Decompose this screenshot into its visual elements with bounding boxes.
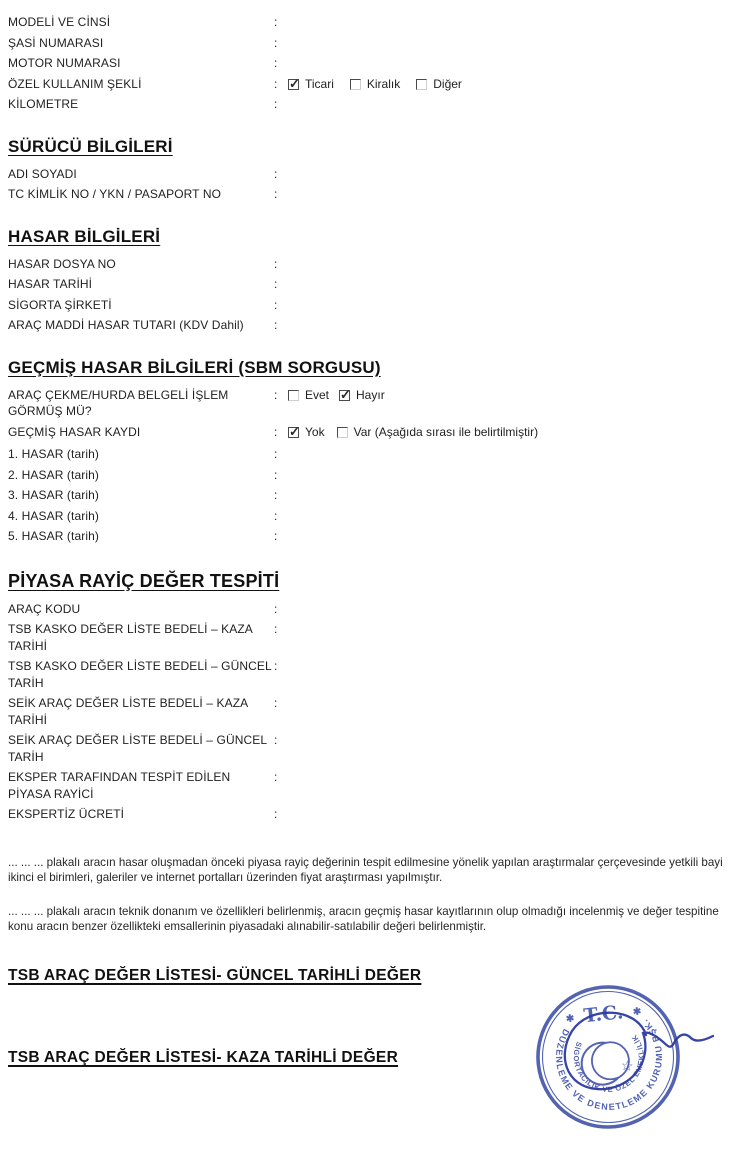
checkbox-label-evet: Evet (305, 387, 330, 402)
checkbox-hayir[interactable] (339, 390, 350, 401)
heading-tsb-list-kaza: TSB ARAÇ DEĞER LİSTESİ- KAZA TARİHLİ DEĞER (8, 1048, 399, 1066)
section-heading-market-value: PİYASA RAYİÇ DEĞER TESPİTİ (8, 570, 280, 591)
colon-separator: : (274, 56, 278, 70)
stamp-outer-ring-text: DÜZENLEME VE DENETLEME KURUMU BŞK. (553, 1016, 665, 1113)
checkbox-label-diger: Diğer (433, 76, 462, 91)
field-label: KİLOMETRE (8, 97, 79, 111)
checkbox-ticari[interactable] (288, 79, 299, 90)
colon-separator: : (274, 659, 278, 673)
form-row-kilometre (8, 96, 742, 113)
form-row-tsb-guncel (8, 658, 742, 691)
field-label: MOTOR NUMARASI (8, 56, 121, 70)
checkbox-kiralik[interactable] (350, 79, 361, 90)
form-row-hasar-2 (8, 467, 742, 484)
scrap-record-options (288, 387, 742, 404)
crescent-star-icon: ☆ (620, 1056, 635, 1075)
form-row-hasar-1 (8, 446, 742, 463)
section-heading-driver: SÜRÜCÜ BİLGİLERİ (8, 136, 173, 156)
form-row-damage-date (8, 276, 742, 293)
option-var (337, 424, 539, 441)
form-row-engine (8, 55, 742, 72)
field-label: ARAÇ KODU (8, 601, 81, 616)
damage-fields (8, 256, 742, 334)
field-label: TSB KASKO DEĞER LİSTE BEDELİ – GÜNCEL TARİH (8, 659, 272, 690)
colon-separator: : (274, 733, 278, 747)
colon-separator: : (274, 387, 278, 402)
heading-tsb-list-guncel: TSB ARAÇ DEĞER LİSTESİ- GÜNCEL TARİHLİ DEĞER (8, 966, 422, 984)
option-evet (288, 387, 329, 404)
field-label: 3. HASAR (tarih) (8, 488, 99, 502)
field-label: ÖZEL KULLANIM ŞEKLİ (8, 76, 142, 91)
field-label: 2. HASAR (tarih) (8, 467, 99, 482)
field-label: GEÇMİŞ HASAR KAYDI (8, 424, 141, 439)
form-row-hasar-4 (8, 508, 742, 525)
driver-fields (8, 166, 742, 203)
field-label: ARAÇ MADDİ HASAR TUTARI (KDV Dahil) (8, 318, 244, 332)
option-hayir (339, 387, 385, 404)
field-label: 1. HASAR (tarih) (8, 447, 99, 461)
form-row-scrap-record (8, 387, 742, 420)
colon-separator: : (274, 467, 278, 482)
colon-separator: : (274, 318, 278, 332)
option-yok (288, 424, 325, 441)
checkbox-diger[interactable] (416, 79, 427, 90)
colon-separator: : (274, 529, 278, 543)
colon-separator: : (274, 508, 278, 523)
section-heading-history: GEÇMİŞ HASAR BİLGİLERİ (SBM SORGUSU) (8, 357, 381, 377)
stamp-star-left: ✱ (565, 1013, 575, 1026)
option-diger (416, 76, 462, 93)
form-row-name (8, 166, 742, 183)
form-row-seik-kaza (8, 695, 742, 728)
colon-separator: : (274, 601, 278, 616)
form-row-claim-file-no (8, 256, 742, 273)
form-row-usage-type (8, 76, 742, 93)
colon-separator: : (274, 696, 278, 710)
colon-separator: : (274, 15, 278, 29)
field-label: ADI SOYADI (8, 166, 77, 181)
colon-separator: : (274, 187, 278, 201)
checkbox-var[interactable] (337, 427, 348, 438)
research-paragraph: ... ... ... plakalı aracın hasar oluşmadan önceki piyasa rayiç değerinin tespit edilmesine yönelik yapılan araştırmalar çerçevesinde yetkili bayi ikinci el birimleri, galeriler ve internet portalları üzerinden fiyat araştırması yapılmıştır. (8, 855, 723, 885)
colon-separator: : (274, 488, 278, 502)
form-row-ekspertiz-ucreti (8, 806, 742, 823)
vehicle-fields (8, 14, 742, 113)
checkbox-label-kiralik: Kiralık (366, 76, 401, 91)
colon-separator: : (274, 770, 278, 784)
field-label: 5. HASAR (tarih) (8, 529, 99, 543)
form-row-hasar-3 (8, 487, 742, 504)
checkbox-label-ticari: Ticari (305, 76, 334, 91)
form-row-model (8, 14, 742, 31)
colon-separator: : (274, 166, 278, 181)
form-row-chassis (8, 35, 742, 52)
field-label: SEİK ARAÇ DEĞER LİSTE BEDELİ – GÜNCEL TARİH (8, 733, 267, 764)
field-label: EKSPER TARAFINDAN TESPİT EDİLEN PİYASA RAYİCİ (8, 770, 231, 801)
colon-separator: : (274, 807, 278, 821)
stamp-and-signature (515, 975, 730, 1145)
past-damage-options (288, 424, 742, 441)
field-label: EKSPERTİZ ÜCRETİ (8, 807, 125, 821)
field-label: TC KİMLİK NO / YKN / PASAPORT NO (8, 187, 222, 201)
stamp-star-right: ✱ (632, 1006, 642, 1019)
form-row-vehicle-code (8, 601, 742, 618)
market-fields (8, 601, 742, 823)
checkbox-label-yok: Yok (305, 424, 325, 439)
field-label: ŞASİ NUMARASI (8, 35, 104, 50)
official-stamp-svg (515, 975, 730, 1145)
colon-separator: : (274, 277, 278, 291)
section-heading-damage: HASAR BİLGİLERİ (8, 226, 161, 246)
field-label: SEİK ARAÇ DEĞER LİSTE BEDELİ – KAZA TARİHİ (8, 696, 248, 727)
field-label: HASAR TARİHİ (8, 277, 93, 291)
colon-separator: : (274, 424, 278, 439)
checkbox-label-hayir: Hayır (356, 387, 385, 402)
field-label: ARAÇ ÇEKME/HURDA BELGELİ İŞLEM GÖRMÜŞ MÜ? (8, 387, 229, 418)
form-row-hasar-5 (8, 528, 742, 545)
stamp-tc-text: ✱ T.C. ✱ (565, 1001, 642, 1028)
form-row-damage-amount (8, 317, 742, 334)
checkbox-evet[interactable] (288, 390, 299, 401)
checkbox-label-var: Var (Aşağıda sırası ile belirtilmiştir) (353, 424, 539, 439)
field-label: MODELİ VE CİNSİ (8, 15, 111, 29)
colon-separator: : (274, 76, 278, 91)
colon-separator: : (274, 297, 278, 312)
form-row-seik-guncel (8, 732, 742, 765)
colon-separator: : (274, 622, 278, 636)
valuation-paragraph: ... ... ... plakalı aracın teknik donanım ve özellikleri belirlenmiş, aracın geçmiş hasar kayıtlarının olup olmadığı incelenmiş ve değer tespitine konu aracın benzer özellikteki emsallerinin piyasadaki alınabilir-satılabilir değeri belirlenmiştir. (8, 904, 719, 934)
field-label: 4. HASAR (tarih) (8, 508, 99, 523)
stamp-inner-ring-text: SİGORTACILIK VE ÖZEL EMEKLİLİK (571, 1032, 646, 1095)
field-label: HASAR DOSYA NO (8, 256, 116, 271)
option-kiralik (350, 76, 400, 93)
colon-separator: : (274, 35, 278, 50)
form-row-insurance-company (8, 297, 742, 314)
form-row-past-damage-record (8, 424, 742, 441)
stamp-seal (531, 980, 685, 1134)
field-label: TSB KASKO DEĞER LİSTE BEDELİ – KAZA TARİHİ (8, 622, 253, 653)
colon-separator: : (274, 447, 278, 461)
history-fields (8, 387, 742, 545)
form-row-id-number (8, 186, 742, 203)
checkbox-yok[interactable] (288, 427, 299, 438)
form-row-tsb-kaza (8, 621, 742, 654)
option-ticari (288, 76, 334, 93)
usage-type-options (288, 76, 742, 93)
field-label: SİGORTA ŞİRKETİ (8, 297, 112, 312)
form-row-eksper-rayic (8, 769, 742, 802)
colon-separator: : (274, 97, 278, 111)
colon-separator: : (274, 256, 278, 271)
